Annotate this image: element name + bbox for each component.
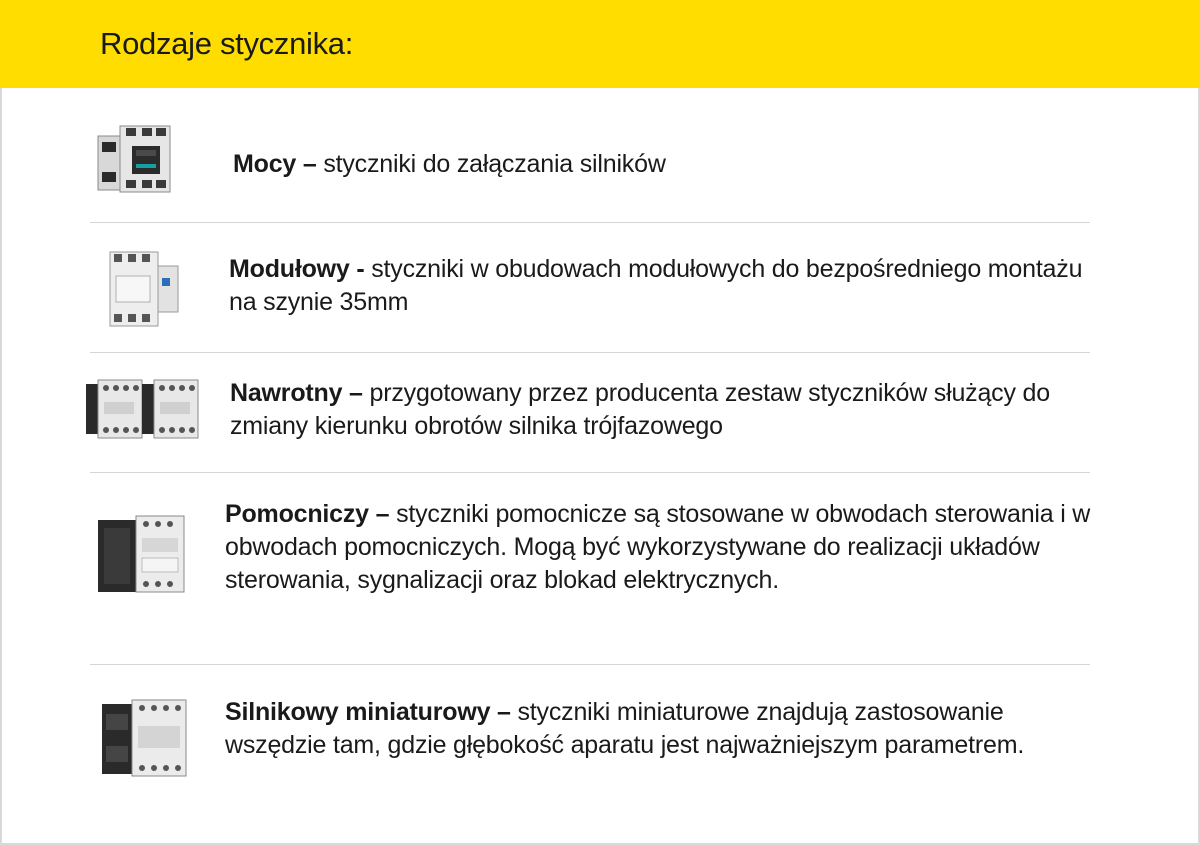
item-description: styczniki w obudowach modułowych do bezpośredniego montażu na szynie 35mm — [229, 255, 1083, 316]
item-description: przygotowany przez producenta zestaw styczników służący do zmiany kierunku obrotów silnika trójfazowego — [230, 379, 1050, 440]
item-name: Modułowy - — [229, 255, 365, 283]
item-name: Silnikowy miniaturowy – — [225, 698, 511, 726]
item-text — [233, 148, 1073, 181]
reversing-contactor-icon — [84, 376, 200, 442]
item-text — [229, 253, 1089, 319]
item-name: Nawrotny – — [230, 379, 363, 407]
item-text — [225, 696, 1085, 762]
item-name: Mocy – — [233, 150, 317, 178]
miniature-contactor-icon — [100, 698, 190, 778]
item-text — [230, 377, 1090, 443]
divider — [90, 222, 1090, 223]
page-title: Rodzaje stycznika: — [100, 26, 354, 61]
frame-border-left — [0, 88, 2, 845]
item-description: styczniki pomocnicze są stosowane w obwodach sterowania i w obwodach pomocniczych. Mogą być wykorzystywane do realizacji układów sterowania, sygnalizacji oraz blokad elektrycznych. — [225, 500, 1091, 594]
divider — [90, 352, 1090, 353]
modular-contactor-icon — [106, 248, 182, 328]
item-text — [225, 498, 1125, 597]
power-contactor-icon — [96, 122, 174, 194]
divider — [90, 472, 1090, 473]
item-description: styczniki miniaturowe znajdują zastosowanie wszędzie tam, gdzie głębokość aparatu jest najważniejszym parametrem. — [225, 698, 1025, 759]
header-bar — [0, 0, 1200, 88]
auxiliary-contactor-icon — [96, 514, 188, 594]
item-description: styczniki do załączania silników — [323, 150, 666, 178]
item-name: Pomocniczy – — [225, 500, 390, 528]
divider — [90, 664, 1090, 665]
